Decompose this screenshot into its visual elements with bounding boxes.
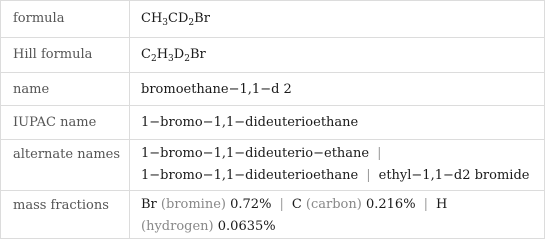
element-symbol: Br — [141, 197, 157, 212]
alternate-names-value — [141, 143, 536, 187]
hill-formula-value: $C_2H_3D_2Br$ — [141, 47, 206, 64]
table-row-hill-formula — [1, 37, 544, 73]
iupac-name-value: 1−bromo−1,1−dideuterioethane — [141, 115, 359, 130]
mass-fraction: 0.72% — [230, 197, 272, 212]
table-row-name — [1, 72, 544, 106]
row-label-formula: formula — [13, 11, 65, 26]
mass-fraction: 0.0635% — [217, 219, 276, 234]
row-label-mass-fractions: mass fractions — [13, 198, 109, 213]
element-name: (carbon) — [305, 197, 362, 212]
mass-fractions-value — [141, 194, 536, 238]
alternate-name: 1−bromo−1,1−dideuterioethane — [141, 168, 359, 183]
mass-fraction: 0.216% — [365, 197, 416, 212]
separator: | — [377, 146, 382, 161]
formula-value: $CH_3CD_2Br$ — [141, 11, 210, 28]
alternate-name: ethyl−1,1−d2 bromide — [378, 168, 530, 183]
separator: | — [279, 197, 284, 212]
row-label-iupac-name: IUPAC name — [13, 115, 97, 130]
table-row-alternate-names — [1, 139, 544, 191]
table-row-formula — [1, 1, 544, 37]
element-symbol: C — [291, 197, 302, 212]
row-label-alternate-names: alternate names — [13, 147, 121, 162]
table-row-mass-fractions — [1, 190, 544, 240]
separator: | — [423, 197, 428, 212]
element-symbol: H — [435, 197, 448, 212]
separator: | — [366, 168, 371, 183]
table-row-iupac-name — [1, 105, 544, 140]
element-name: (bromine) — [160, 197, 226, 212]
row-label-hill-formula: Hill formula — [13, 47, 93, 62]
row-label-name: name — [13, 82, 50, 97]
element-name: (hydrogen) — [141, 219, 214, 234]
alternate-name: 1−bromo−1,1−dideuterio−ethane — [141, 146, 370, 161]
name-value: bromoethane−1,1−d 2 — [141, 82, 292, 97]
